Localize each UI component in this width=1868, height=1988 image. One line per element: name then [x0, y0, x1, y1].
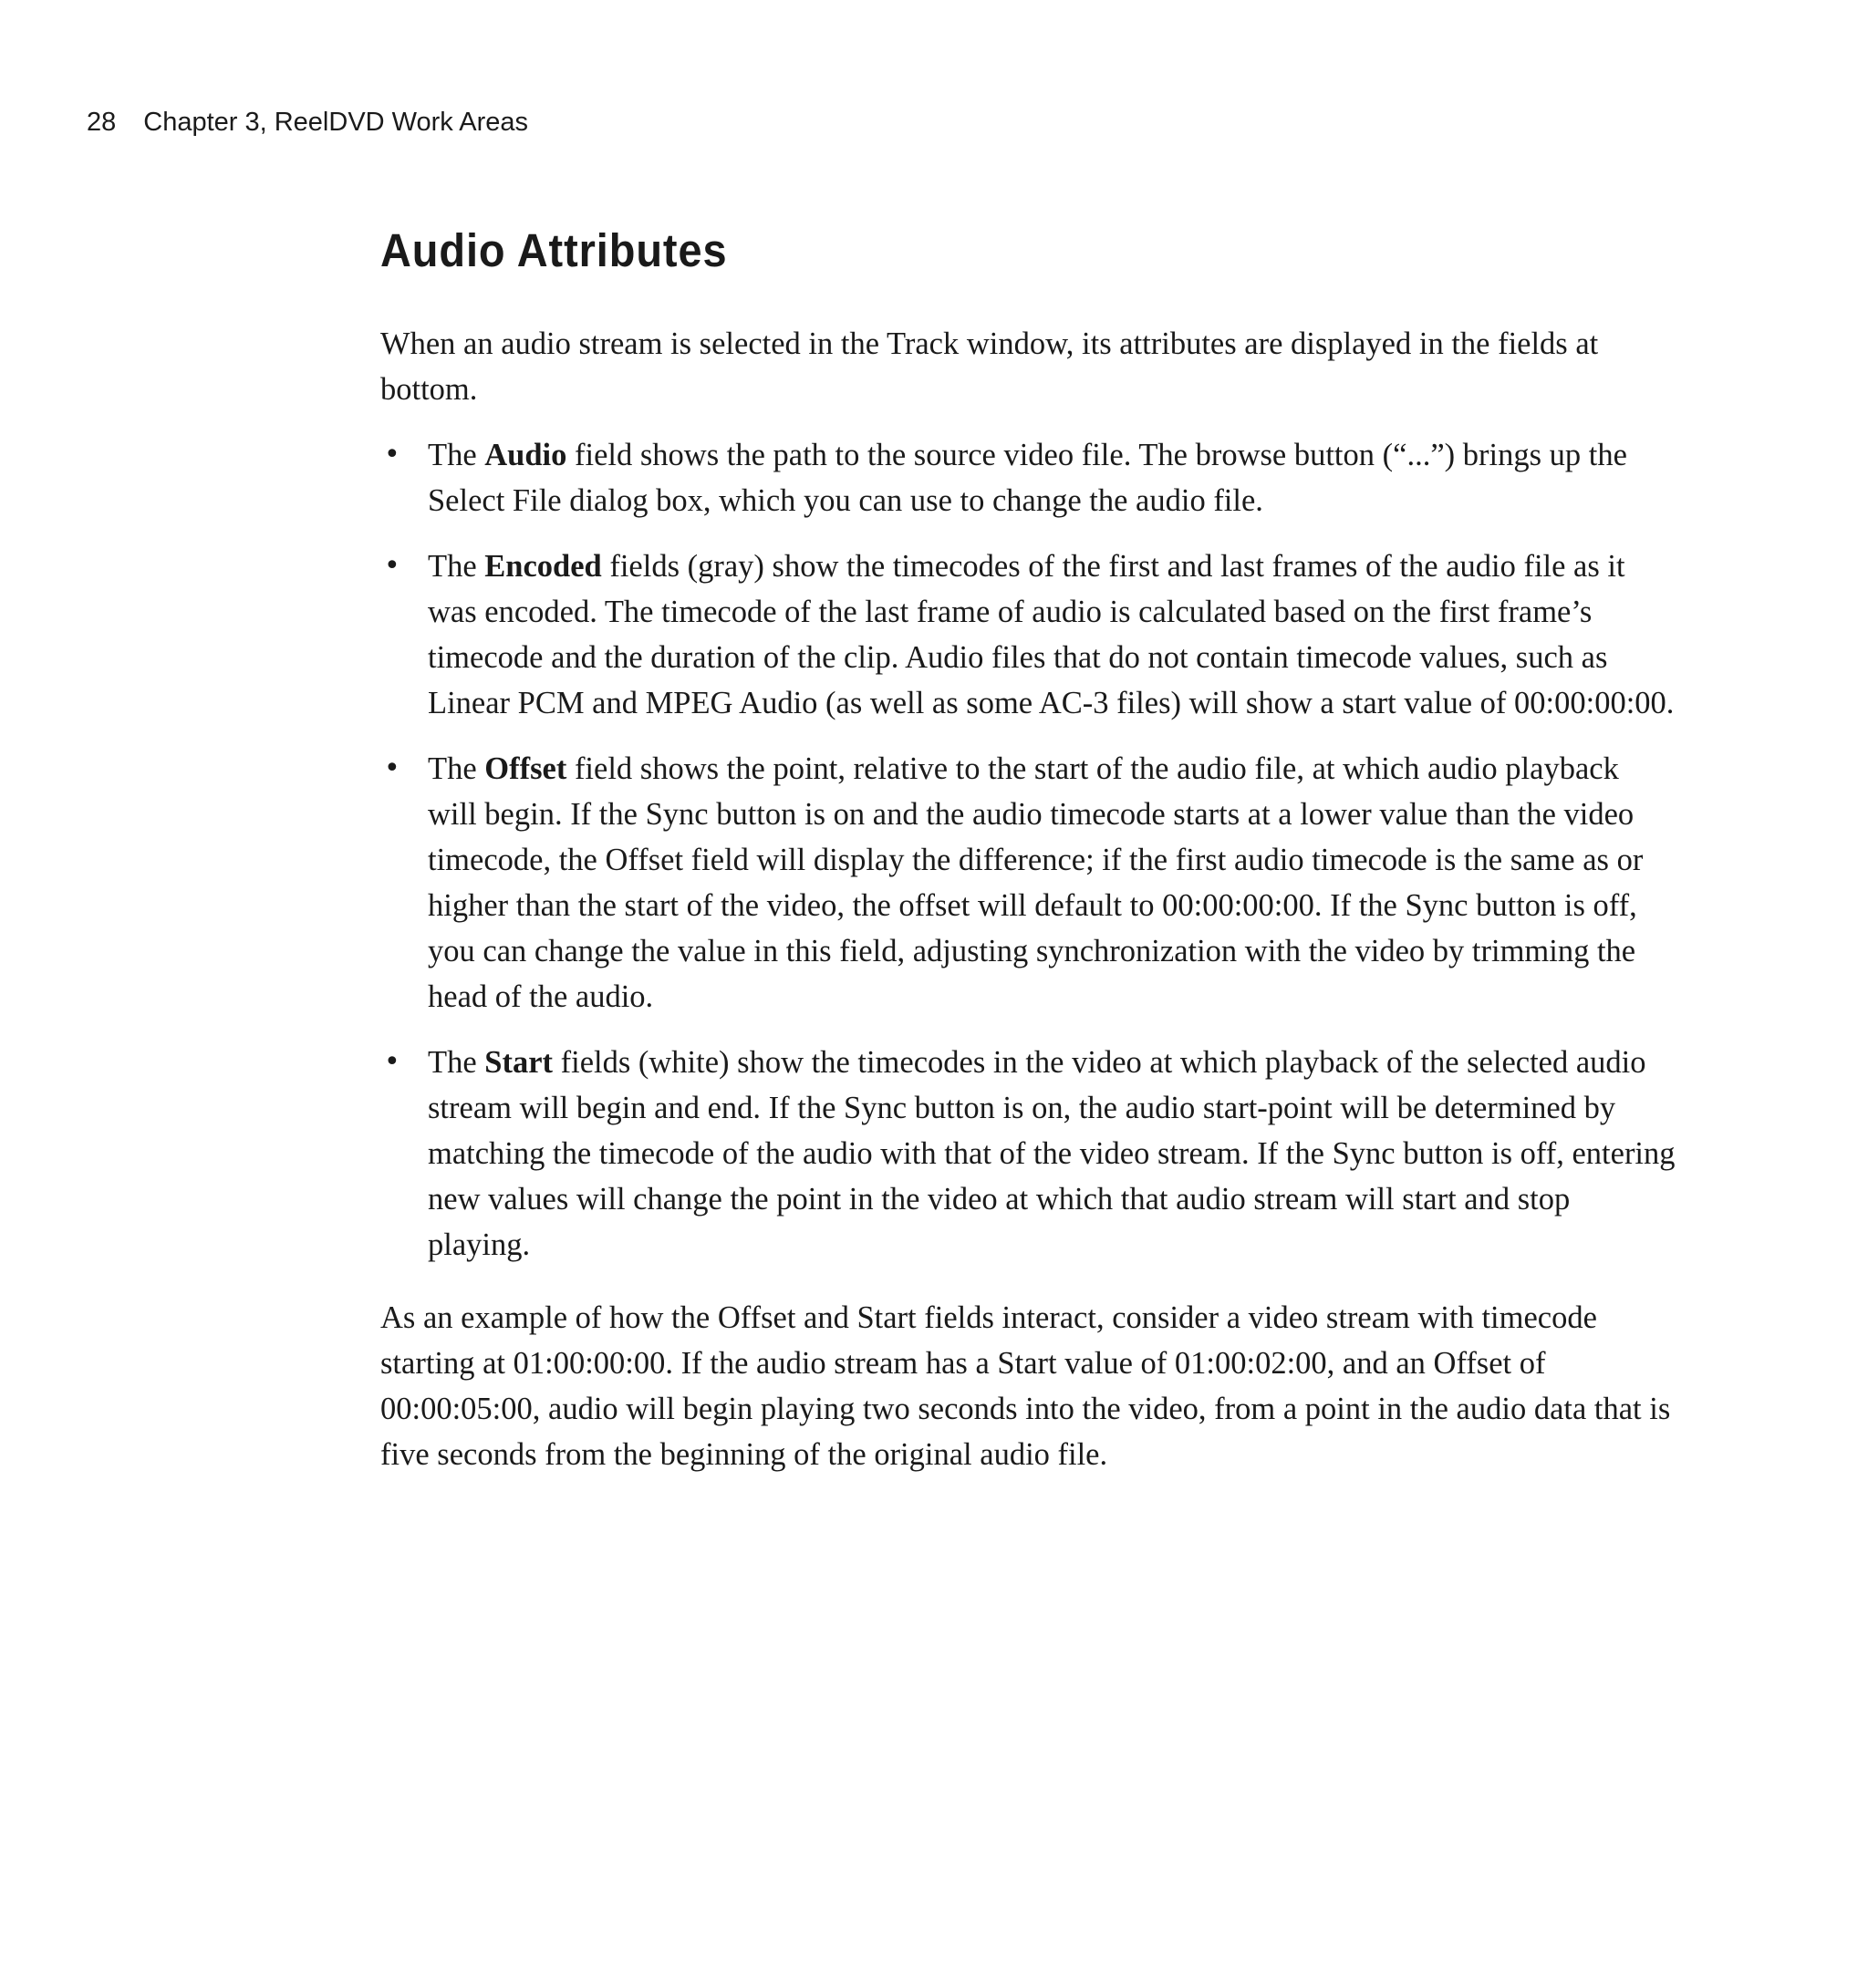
list-item-audio: • The Audio field shows the path to the source video file. The browse button (“...”) brings up the Select File dialog box, which you can use to change the audio file.: [380, 432, 1676, 523]
running-header: [87, 108, 528, 138]
term-offset: Offset: [484, 751, 567, 786]
closing-paragraph: As an example of how the Offset and Start fields interact, consider a video stream with timecode starting at 01:00:00:00. If the audio stream has a Start value of 01:00:02:00, and an Offset of 00:00:05:00, audio will begin playing two seconds into the video, from a point in the audio data that is five seconds from the beginning of the original audio file.: [380, 1300, 1671, 1472]
term-encoded: Encoded: [484, 549, 602, 584]
chapter-title: Chapter 3, ReelDVD Work Areas: [143, 108, 529, 137]
section-title: Audio Attributes: [380, 224, 728, 276]
list-item-offset: • The Offset field shows the point, relative to the start of the audio file, at which audio playback will begin. If the Sync button is on and the audio timecode starts at a lower value than the video timecode, the Offset field will display the difference; if the first audio timecode is the same as or higher than the start of the video, the offset will default to 00:00:00:00. If the Sync button is off, you can change the value in this field, adjusting synchronization with the video by trimming the head of the audio.: [380, 746, 1676, 1020]
bullet-icon: •: [384, 439, 400, 471]
page-number: 28: [87, 108, 117, 137]
page-content: [380, 219, 1676, 1477]
list-item-encoded: • The Encoded fields (gray) show the timecodes of the first and last frames of the audio file as it was encoded. The timecode of the last frame of audio is calculated based on the first frame’s timecode and the duration of the clip. Audio files that do not contain timecode values, such as Linear PCM and MPEG Audio (as well as some AC-3 files) will show a start value of 00:00:00:00.: [380, 544, 1676, 726]
bullet-icon: •: [384, 1046, 400, 1078]
bullet-icon: •: [384, 550, 400, 582]
intro-paragraph: When an audio stream is selected in the Track window, its attributes are displayed in the fields at bottom.: [380, 326, 1599, 407]
term-audio: Audio: [484, 438, 567, 472]
attribute-list: [380, 432, 1676, 1268]
list-item-start: • The Start fields (white) show the timecodes in the video at which playback of the selected audio stream will begin and end. If the Sync button is on, the audio start-point will be determined by matching the timecode of the audio with that of the video stream. If the Sync button is off, entering new values will change the point in the video at which that audio stream will start and stop playing.: [380, 1040, 1676, 1268]
bullet-icon: •: [384, 752, 400, 784]
term-start: Start: [484, 1045, 553, 1080]
